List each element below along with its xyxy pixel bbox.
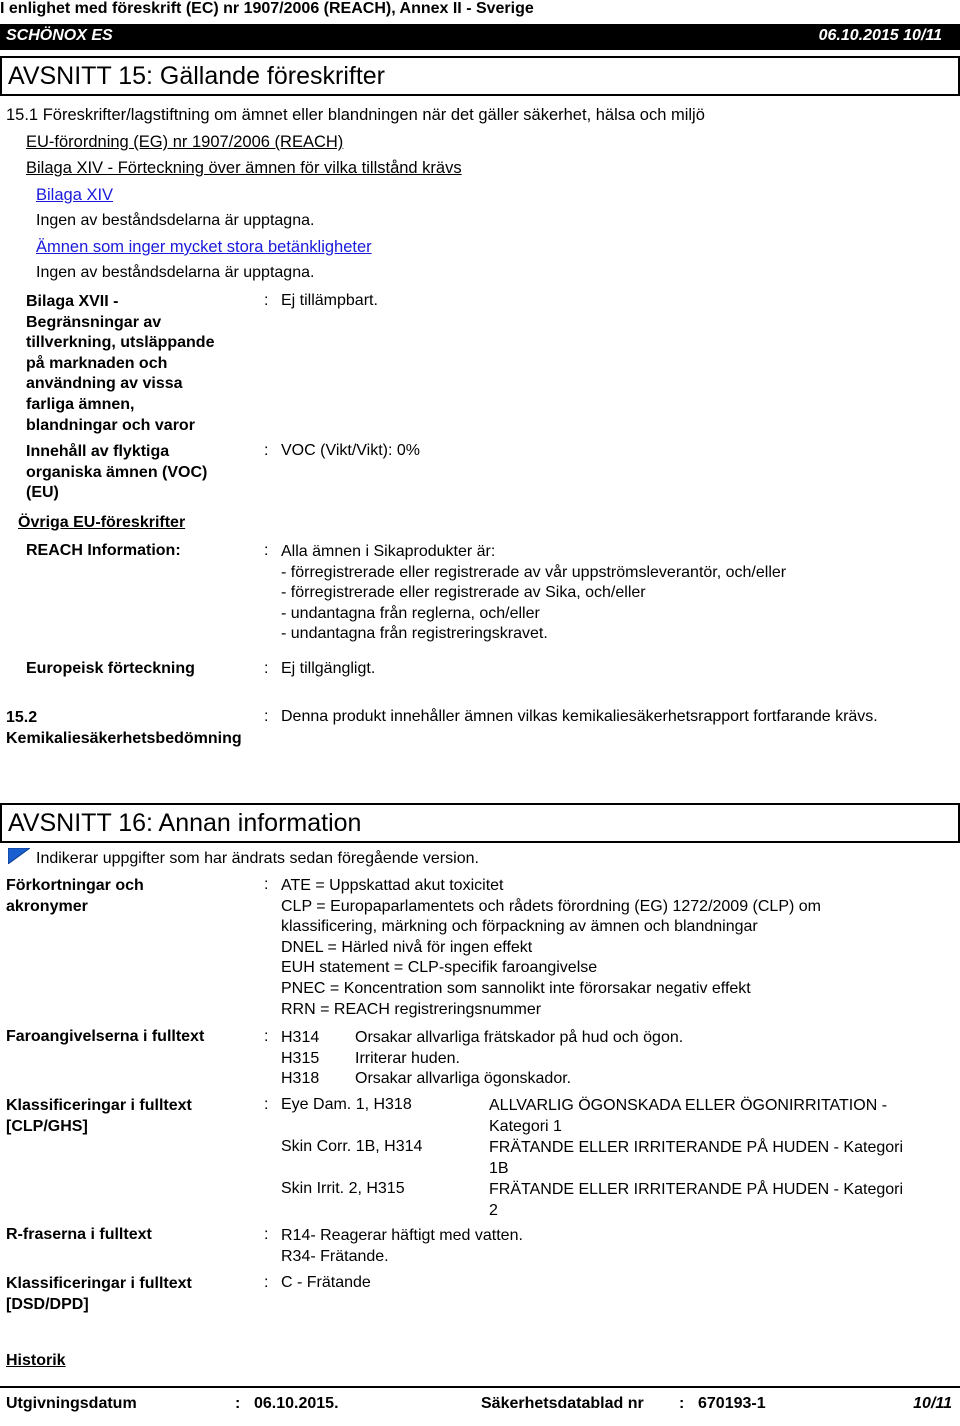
section-15-heading: AVSNITT 15: Gällande föreskrifter (8, 62, 386, 90)
voc-value: VOC (Vikt/Vikt): 0% (281, 442, 420, 459)
issue-date-label: Utgivningsdatum (6, 1395, 137, 1412)
clp-classifications-label: Klassificeringar i fulltext [CLP/GHS] (6, 1097, 192, 1135)
dsd-classifications-label: Klassificeringar i fulltext [DSD/DPD] (6, 1275, 192, 1313)
clp-code-1: Eye Dam. 1, H318 (281, 1096, 412, 1113)
annex-17-value: Ej tillämpbart. (281, 292, 378, 309)
voc-colon: : (264, 442, 269, 459)
annex-14-heading: Bilaga XIV - Förteckning över ämnen för vilka tillstånd krävs (26, 159, 462, 177)
reach-info-colon: : (264, 542, 269, 559)
r-phrases-label: R-fraserna i fulltext (6, 1226, 152, 1243)
sds-number-label: Säkerhetsdatablad nr (481, 1395, 644, 1412)
dsd-classifications-value: C - Frätande (281, 1274, 371, 1291)
reach-info-value: Alla ämnen i Sikaprodukter är: - förregistrerade eller registrerade av vår uppströmsleverantör, och/eller - förregistrerade eller registrerade av Sika, och/eller - undantagna från reglerna, och/eller - undantagna från registreringskravet. (281, 543, 787, 643)
hazard-codes (281, 1028, 319, 1090)
section-15-heading-box (0, 56, 960, 96)
issue-date-colon: : (235, 1395, 241, 1412)
clp-code-2: Skin Corr. 1B, H314 (281, 1138, 423, 1155)
document-title: I enlighet med föreskrift (EC) nr 1907/2006 (REACH), Annex II - Sverige (0, 0, 534, 17)
r-phrases-list: R14- Reagerar häftigt med vatten. R34- Frätande. (281, 1227, 523, 1265)
annex-14-value: Ingen av beståndsdelarna är upptagna. (36, 212, 315, 229)
r-phrases-colon: : (264, 1226, 269, 1243)
abbreviations-colon: : (264, 876, 269, 893)
subsection-15-1-title: 15.1 Föreskrifter/lagstiftning om ämnet eller blandningen när det gäller säkerhet, hälsa och miljö (6, 106, 705, 124)
hazard-statements-label: Faroangivelserna i fulltext (6, 1028, 205, 1045)
sds-number-value: 670193-1 (698, 1395, 766, 1412)
abbreviations-list: ATE = Uppskattad akut toxicitet CLP = Europaparlamentets och rådets förordning (EG) 1272/2009 (CLP) om klassificering, märkning och förpackning av ämnen och blandningar DNEL = Härled nivå för ingen effekt EUH statement = CLP-specifik faroangivelse PNEC = Koncentration som sannolikt inte förorsakar negativ effekt RRN = REACH registreringsnummer (281, 877, 821, 1018)
table-row: H315 (281, 1049, 320, 1067)
header-date-page: 06.10.2015 10/11 (818, 27, 942, 44)
chemical-safety-assessment-label: 15.2 Kemikaliesäkerhetsbedömning (6, 709, 242, 747)
hazard-texts: Orsakar allvarliga frätskador på hud och ögon. Irriterar huden. Orsakar allvarliga ögonskador. (355, 1029, 684, 1088)
chemical-safety-colon: : (264, 708, 269, 725)
clp-text-1: ALLVARLIG ÖGONSKADA ELLER ÖGONIRRITATION - Kategori 1 (489, 1097, 888, 1135)
voc-label: Innehåll av flyktiga organiska ämnen (VOC) (EU) (26, 443, 208, 502)
product-name: SCHÖNOX ES (6, 27, 113, 44)
section-16-heading-box (0, 803, 960, 843)
header-bar (0, 24, 960, 50)
clp-text-2: FRÄTANDE ELLER IRRITERANDE PÅ HUDEN - Kategori 1B (489, 1139, 904, 1177)
dsd-classifications-colon: : (264, 1274, 269, 1291)
history-heading: Historik (6, 1352, 66, 1369)
annex-17-label: Bilaga XVII - Begränsningar av tillverkning, utsläppande på marknaden och användning av vissa farliga ämnen, blandningar och varor (26, 293, 215, 434)
other-eu-regulations-heading: Övriga EU-föreskrifter (18, 514, 186, 531)
clp-code-3: Skin Irrit. 2, H315 (281, 1180, 405, 1197)
issue-date-value: 06.10.2015. (254, 1395, 339, 1412)
change-marker-icon (8, 848, 30, 864)
svhc-value: Ingen av beståndsdelarna är upptagna. (36, 264, 315, 281)
table-row: H314 (281, 1029, 320, 1046)
annex-14-link[interactable]: Bilaga XIV (36, 186, 114, 204)
abbreviations-label: Förkortningar och akronymer (6, 877, 144, 915)
svhc-link[interactable]: Ämnen som inger mycket stora betänkligheter (36, 238, 372, 256)
change-note: Indikerar uppgifter som har ändrats sedan föregående version. (36, 850, 479, 867)
sds-number-colon: : (679, 1395, 685, 1412)
european-inventory-label: Europeisk förteckning (26, 660, 195, 677)
annex-17-colon: : (264, 292, 269, 309)
reach-info-label: REACH Information: (26, 542, 181, 559)
table-row: H318 (281, 1070, 320, 1088)
european-inventory-colon: : (264, 660, 269, 677)
footer-divider (0, 1386, 960, 1388)
clp-classifications-colon: : (264, 1096, 269, 1113)
reach-regulation-heading: EU-förordning (EG) nr 1907/2006 (REACH) (26, 133, 344, 151)
hazard-statements-colon: : (264, 1028, 269, 1045)
european-inventory-value: Ej tillgängligt. (281, 660, 376, 677)
footer-page-number: 10/11 (913, 1395, 952, 1412)
chemical-safety-value: Denna produkt innehåller ämnen vilkas kemikaliesäkerhetsrapport fortfarande krävs. (281, 708, 878, 725)
section-16-heading: AVSNITT 16: Annan information (8, 809, 362, 837)
clp-text-3: FRÄTANDE ELLER IRRITERANDE PÅ HUDEN - Kategori 2 (489, 1181, 904, 1219)
